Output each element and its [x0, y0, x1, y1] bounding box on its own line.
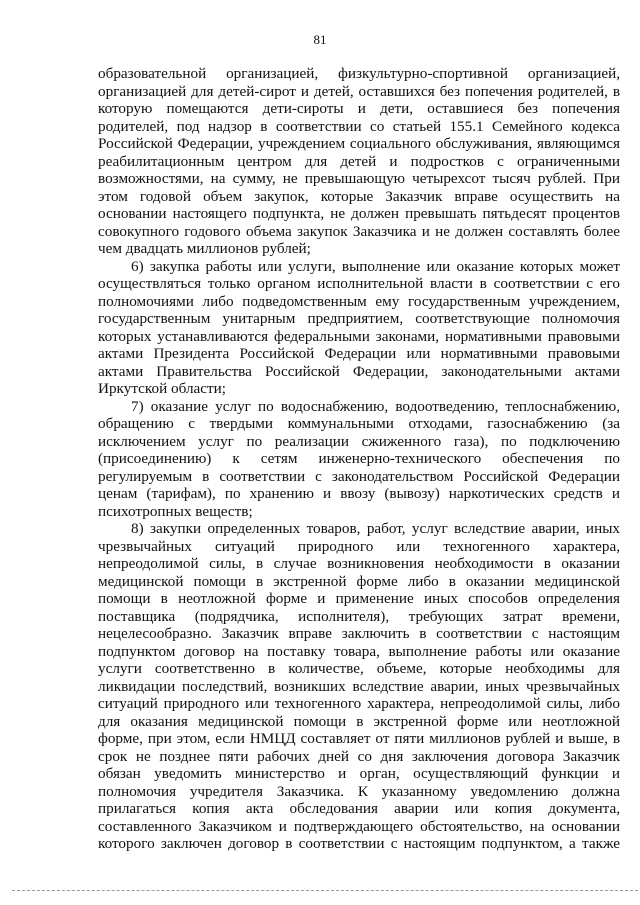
text-line: Иркутской области;	[98, 380, 226, 397]
paragraph-item-6	[98, 258, 620, 398]
text-line: которую помещаются дети-сироты и дети, оставшиеся без попечения	[98, 100, 620, 117]
text-line: обязан уведомить министерство и орган, осуществляющий функции и	[98, 765, 620, 782]
text-line: образовательной организацией, физкультурно-спортивной организацией,	[98, 65, 620, 82]
text-line: которых устанавливаются федеральными законами, нормативными правовыми	[98, 327, 620, 345]
text-line: ликвидации последствий, возникших вследствие аварии, иных чрезвычайных	[98, 677, 620, 695]
text-line: которого заключен договор в соответствии с настоящим подпунктом, а также	[98, 835, 620, 852]
text-line: актами Президента Российской Федерации или нормативными правовыми	[98, 345, 620, 362]
text-line: полномочиями либо подведомственным ему государственным учреждением,	[98, 292, 620, 310]
document-body	[98, 65, 620, 853]
text-line: ситуаций природного или техногенного характера, непреодолимой силы, либо	[98, 695, 620, 712]
text-line: возможностями, на сумму, не превышающую четырехсот тысяч рублей. При	[98, 170, 620, 187]
text-line: Российской Федерации, учреждением социального обслуживания, являющимся	[98, 135, 620, 152]
text-line: государственным унитарным предприятием, соответствующие полномочия	[98, 310, 620, 327]
text-line: основании настоящего подпункта, не должен превышать пятьдесят процентов	[98, 205, 620, 222]
text-line: родителей, под надзор в соответствии со статьей 155.1 Семейного кодекса	[98, 117, 620, 135]
text-line: совокупного годового объема закупок Заказчика и не должен составлять более	[98, 222, 620, 240]
text-line: ценам (тарифам), по хранению и ввозу (вывозу) наркотических средств и	[98, 485, 620, 502]
page-number: 81	[313, 32, 327, 47]
text-line: помощи в неотложной форме и применение иных способов определения	[98, 590, 620, 607]
page-bottom-divider	[12, 890, 638, 891]
text-line: поставщика (подрядчика, исполнителя), требующих затрат времени,	[98, 607, 620, 625]
text-line: прилагаться копия акта обследования аварии или копия документа,	[98, 800, 620, 817]
text-line: чрезвычайных ситуаций природного или техногенного характера,	[98, 537, 620, 555]
paragraph-item-8	[98, 520, 620, 853]
text-line: организацией для детей-сирот и детей, оставшихся без попечения родителей, в	[98, 82, 620, 100]
text-line: 8) закупки определенных товаров, работ, услуг вследствие аварии, иных	[131, 520, 620, 537]
text-line: форме, при этом, если НМЦД составляет от пяти миллионов рублей и выше, в	[98, 730, 620, 747]
text-line: для оказания медицинской помощи в экстренной форме или неотложной	[98, 712, 620, 730]
text-line: осуществляться только органом исполнительной власти в соответствии с его	[98, 275, 620, 292]
text-line: исключением услуг по реализации сжиженного газа), по подключению	[98, 432, 620, 450]
text-line: реабилитационным центром для детей и подростков с ограниченными	[98, 152, 620, 170]
text-line: 7) оказание услуг по водоснабжению, водоотведению, теплоснабжению,	[131, 397, 620, 415]
text-line: актами Правительства Российской Федерации, законодательными актами	[98, 362, 620, 380]
text-line: услуги соответственно в количестве, объеме, которые необходимы для	[98, 660, 620, 677]
text-line: психотропных веществ;	[98, 502, 253, 520]
text-line: составленного Заказчиком и подтверждающего обстоятельство, на основании	[98, 817, 620, 835]
text-line: 6) закупка работы или услуги, выполнение или оказание которых может	[131, 257, 620, 275]
paragraph-item-7	[98, 398, 620, 521]
text-line: медицинской помощи в экстренной форме либо в оказании медицинской	[98, 572, 620, 590]
text-line: срок не позднее пяти рабочих дней со дня заключения договора Заказчик	[98, 747, 620, 765]
text-line: нецелесообразно. Заказчик вправе заключить в соответствии с настоящим	[98, 625, 620, 642]
text-line: подпунктом договор на поставку товара, выполнение работы или оказание	[98, 642, 620, 660]
text-line: чем двадцать миллионов рублей;	[98, 240, 311, 257]
text-line: непреодолимой силы, в случае возникновения необходимости в оказании	[98, 555, 620, 572]
text-line: обращению с твердыми коммунальными отходами, газоснабжению (за	[98, 415, 620, 432]
text-line: (присоединению) к сетям инженерно-технического обеспечения по	[98, 450, 620, 467]
paragraph-continuation	[98, 65, 620, 258]
text-line: этом годовой объем закупок, которые Заказчик вправе осуществить на	[98, 187, 620, 205]
text-line: регулируемым в соответствии с законодательством Российской Федерации	[98, 467, 620, 485]
text-line: полномочия учредителя Заказчика. К указанному уведомлению должна	[98, 782, 620, 800]
